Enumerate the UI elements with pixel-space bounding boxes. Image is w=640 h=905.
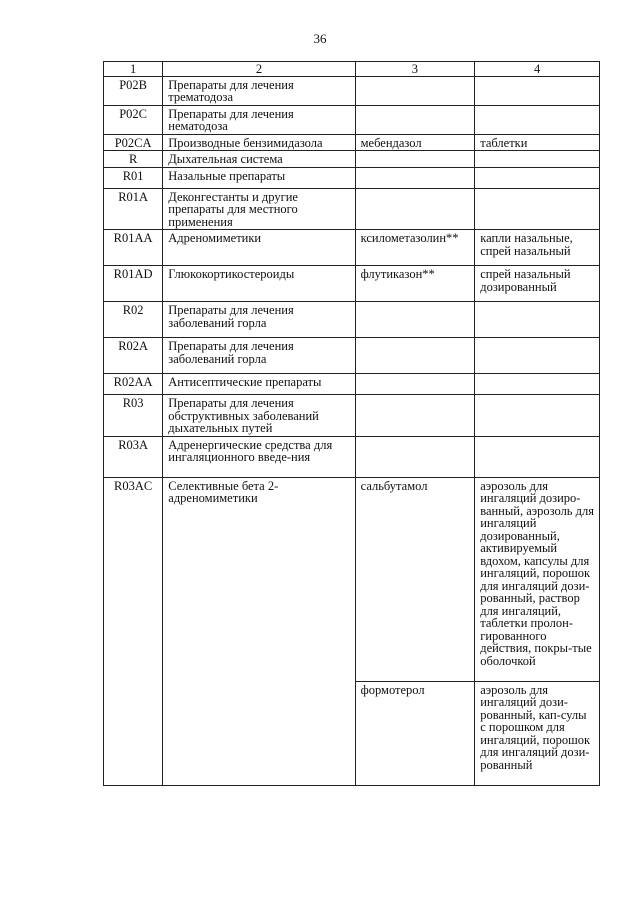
- group-name-cell: [163, 681, 355, 785]
- table-row: [104, 266, 600, 302]
- substance-cell: флутиказон**: [355, 266, 475, 302]
- substance-cell: мебендазол: [355, 134, 475, 151]
- dosage-form-cell: [475, 188, 600, 230]
- table-row: [104, 134, 600, 151]
- dosage-form-cell: аэрозоль для ингаляций дози-рованный, кап-сулы с порошком для ингаляций, порошок для ингаляций дози-рованный: [475, 681, 600, 785]
- atc-code-cell: P02CA: [104, 134, 163, 151]
- substance-cell: [355, 302, 475, 338]
- atc-code-cell: R01A: [104, 188, 163, 230]
- substance-cell: ксилометазолин**: [355, 230, 475, 266]
- group-name-cell: Адренергические средства для ингаляционного введе-ния: [163, 436, 355, 477]
- dosage-form-cell: [475, 167, 600, 188]
- group-name-cell: Производные бензимидазола: [163, 134, 355, 151]
- substance-cell: [355, 151, 475, 168]
- atc-code-cell: R01AA: [104, 230, 163, 266]
- atc-code-cell: [104, 681, 163, 785]
- group-name-cell: Препараты для лечения обструктивных заболеваний дыхательных путей: [163, 395, 355, 437]
- dosage-form-cell: [475, 374, 600, 395]
- table-row: [104, 395, 600, 437]
- dosage-form-cell: аэрозоль для ингаляций дозиро-ванный, аэрозоль для ингаляций дозированный, активируемый вдохом, капсулы для ингаляций, порошок для ингаляций дози-рованный, раствор для ингаляций, таблетки пролон-гированного действия, покры-тые оболочкой: [475, 477, 600, 681]
- atc-code-cell: R02: [104, 302, 163, 338]
- column-header: 4: [475, 62, 600, 77]
- dosage-form-cell: [475, 76, 600, 105]
- atc-code-cell: R03A: [104, 436, 163, 477]
- dosage-form-cell: [475, 436, 600, 477]
- atc-code-cell: P02C: [104, 105, 163, 134]
- group-name-cell: Препараты для лечения заболеваний горла: [163, 338, 355, 374]
- group-name-cell: Адреномиметики: [163, 230, 355, 266]
- column-header: 2: [163, 62, 355, 77]
- group-name-cell: Дыхательная система: [163, 151, 355, 168]
- table-header-row: [104, 62, 600, 77]
- table-row: [104, 436, 600, 477]
- table-row: [104, 151, 600, 168]
- substance-cell: [355, 188, 475, 230]
- group-name-cell: Антисептические препараты: [163, 374, 355, 395]
- atc-code-cell: R01AD: [104, 266, 163, 302]
- group-name-cell: Деконгестанты и другие препараты для местного применения: [163, 188, 355, 230]
- substance-cell: [355, 105, 475, 134]
- table-row: [104, 188, 600, 230]
- group-name-cell: Селективные бета 2-адреномиметики: [163, 477, 355, 681]
- group-name-cell: Препараты для лечения заболеваний горла: [163, 302, 355, 338]
- atc-code-cell: P02B: [104, 76, 163, 105]
- group-name-cell: Препараты для лечения нематодоза: [163, 105, 355, 134]
- substance-cell: [355, 436, 475, 477]
- dosage-form-cell: [475, 105, 600, 134]
- table-row: [104, 167, 600, 188]
- column-header: 3: [355, 62, 475, 77]
- drug-table: [103, 61, 600, 786]
- group-name-cell: Назальные препараты: [163, 167, 355, 188]
- atc-code-cell: R01: [104, 167, 163, 188]
- dosage-form-cell: [475, 302, 600, 338]
- table-row: [104, 302, 600, 338]
- substance-cell: [355, 395, 475, 437]
- substance-cell: [355, 167, 475, 188]
- substance-cell: [355, 76, 475, 105]
- atc-code-cell: R03: [104, 395, 163, 437]
- dosage-form-cell: капли назальные, спрей назальный: [475, 230, 600, 266]
- dosage-form-cell: [475, 395, 600, 437]
- dosage-form-cell: спрей назальный дозированный: [475, 266, 600, 302]
- table-row: [104, 477, 600, 681]
- dosage-form-cell: таблетки: [475, 134, 600, 151]
- atc-code-cell: R: [104, 151, 163, 168]
- table-row: [104, 76, 600, 105]
- page-number: 36: [313, 31, 327, 46]
- column-header: 1: [104, 62, 163, 77]
- table-row: [104, 338, 600, 374]
- table-row: [104, 105, 600, 134]
- substance-cell: сальбутамол: [355, 477, 475, 681]
- substance-cell: [355, 374, 475, 395]
- dosage-form-cell: [475, 338, 600, 374]
- dosage-form-cell: [475, 151, 600, 168]
- substance-cell: [355, 338, 475, 374]
- table-row: [104, 374, 600, 395]
- atc-code-cell: R03AC: [104, 477, 163, 681]
- atc-code-cell: R02AA: [104, 374, 163, 395]
- group-name-cell: Препараты для лечения трематодоза: [163, 76, 355, 105]
- group-name-cell: Глюкокортикостероиды: [163, 266, 355, 302]
- table-row: [104, 681, 600, 785]
- substance-cell: формотерол: [355, 681, 475, 785]
- atc-code-cell: R02A: [104, 338, 163, 374]
- table-row: [104, 230, 600, 266]
